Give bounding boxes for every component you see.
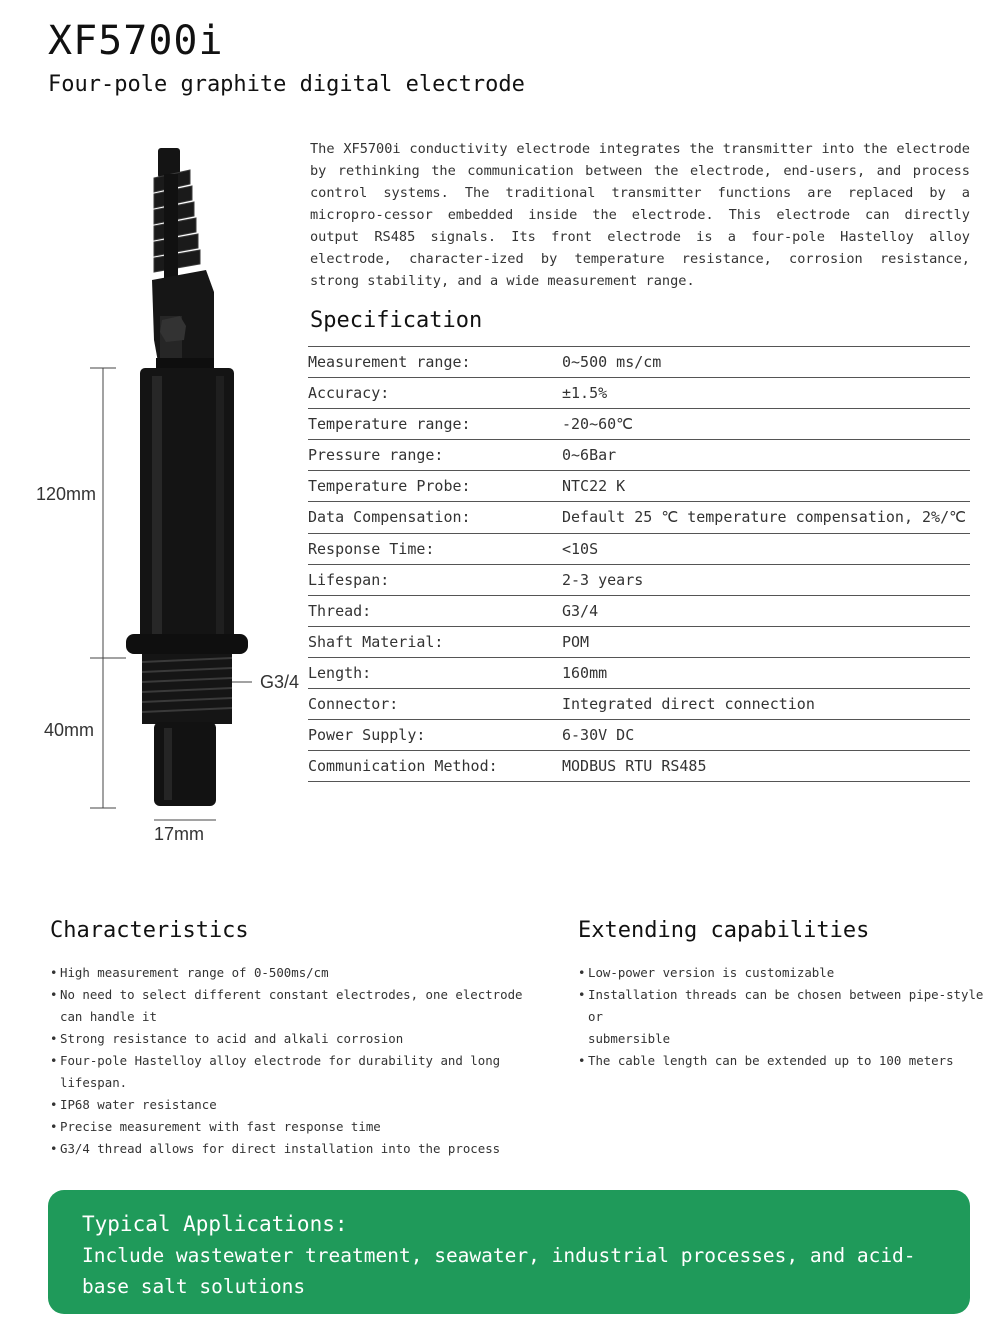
spec-value: NTC22 K bbox=[562, 477, 626, 496]
typical-applications-banner bbox=[48, 1190, 970, 1314]
table-row bbox=[308, 564, 970, 595]
product-description: The XF5700i conductivity electrode integrates the transmitter into the electrode by rethinking the communication between the electrode, end-users, and process control systems. The traditional transmitter functions are replaced by a micropro-cessor embedded inside the electrode. This electrode can directly output RS485 signals. Its front electrode is a four-pole Hastelloy alloy electrode, character-ized by temperature resistance, corrosion resistance, strong stability, and a wide measurement range. bbox=[310, 141, 970, 289]
table-row bbox=[308, 471, 970, 502]
table-row bbox=[308, 720, 970, 751]
spec-key: Measurement range: bbox=[308, 353, 471, 371]
characteristics-list bbox=[50, 962, 570, 1160]
page-subtitle: Four-pole graphite digital electrode bbox=[48, 72, 525, 97]
product-illustration bbox=[30, 130, 310, 860]
extending-heading: Extending capabilities bbox=[578, 918, 870, 943]
list-item: • No need to select different constant electrodes, one electrode bbox=[50, 984, 570, 1006]
spec-key: Temperature Probe: bbox=[308, 477, 471, 496]
list-item: submersible bbox=[588, 1031, 671, 1046]
specification-heading: Specification bbox=[310, 308, 483, 333]
page-title: XF5700i bbox=[48, 18, 224, 64]
spec-value: 0~500 ms/cm bbox=[562, 353, 662, 371]
list-item: • Strong resistance to acid and alkali corrosion bbox=[50, 1028, 570, 1050]
table-row bbox=[308, 751, 970, 782]
specification-table bbox=[308, 346, 970, 782]
spec-key: Accuracy: bbox=[308, 384, 390, 403]
spec-value: G3/4 bbox=[562, 601, 599, 620]
list-item: • G3/4 thread allows for direct installation into the process bbox=[50, 1138, 570, 1160]
spec-key: Communication Method: bbox=[308, 757, 498, 776]
table-row bbox=[308, 440, 970, 471]
dimension-label-width: 17mm bbox=[154, 824, 205, 844]
table-row bbox=[308, 347, 970, 378]
spec-value: POM bbox=[562, 632, 590, 651]
spec-value: -20~60℃ bbox=[562, 415, 634, 434]
spec-key: Pressure range: bbox=[308, 446, 444, 465]
table-row bbox=[308, 502, 970, 533]
spec-key: Data Compensation: bbox=[308, 508, 471, 527]
spec-key: Thread: bbox=[308, 601, 372, 620]
spec-value: ±1.5% bbox=[562, 384, 608, 403]
applications-text: Include wastewater treatment, seawater, industrial processes, and acid-base salt solutions bbox=[82, 1244, 916, 1298]
table-row bbox=[308, 626, 970, 657]
list-item: • Low-power version is customizable bbox=[578, 962, 994, 984]
applications-title: Typical Applications: bbox=[82, 1212, 348, 1236]
spec-key: Connector: bbox=[308, 695, 399, 714]
spec-key: Length: bbox=[308, 663, 372, 682]
spec-key: Response Time: bbox=[308, 539, 435, 558]
spec-key: Power Supply: bbox=[308, 726, 426, 745]
spec-value: Default 25 ℃ temperature compensation, 2%/℃ bbox=[562, 508, 966, 527]
list-item: • IP68 water resistance bbox=[50, 1094, 570, 1116]
spec-value: 0~6Bar bbox=[562, 446, 617, 465]
dimension-label-upper: 120mm bbox=[36, 484, 97, 504]
list-item: • High measurement range of 0-500ms/cm bbox=[50, 962, 570, 984]
list-item: • Precise measurement with fast response time bbox=[50, 1116, 570, 1138]
spec-key: Lifespan: bbox=[308, 570, 390, 589]
list-item: • Four-pole Hastelloy alloy electrode for durability and long lifespan. bbox=[50, 1050, 570, 1094]
table-row bbox=[308, 595, 970, 626]
table-row bbox=[308, 689, 970, 720]
characteristics-heading: Characteristics bbox=[50, 918, 249, 943]
table-row bbox=[308, 533, 970, 564]
spec-value: MODBUS RTU RS485 bbox=[562, 757, 707, 776]
spec-value: 6-30V DC bbox=[562, 726, 635, 745]
table-row bbox=[308, 657, 970, 688]
spec-value: 160mm bbox=[562, 663, 608, 682]
dimension-label-lower: 40mm bbox=[44, 720, 95, 740]
spec-key: Temperature range: bbox=[308, 415, 471, 434]
spec-value: 2-3 years bbox=[562, 570, 644, 589]
table-row bbox=[308, 378, 970, 409]
list-item: can handle it bbox=[60, 1009, 157, 1024]
spec-value: <10S bbox=[562, 539, 599, 558]
spec-value: Integrated direct connection bbox=[562, 695, 815, 714]
extending-list bbox=[578, 962, 994, 1072]
list-item: • The cable length can be extended up to 100 meters bbox=[578, 1050, 994, 1072]
spec-key: Shaft Material: bbox=[308, 632, 444, 651]
table-row bbox=[308, 409, 970, 440]
list-item: • Installation threads can be chosen between pipe-style or bbox=[578, 984, 994, 1028]
dimension-label-thread: G3/4 bbox=[260, 672, 300, 692]
